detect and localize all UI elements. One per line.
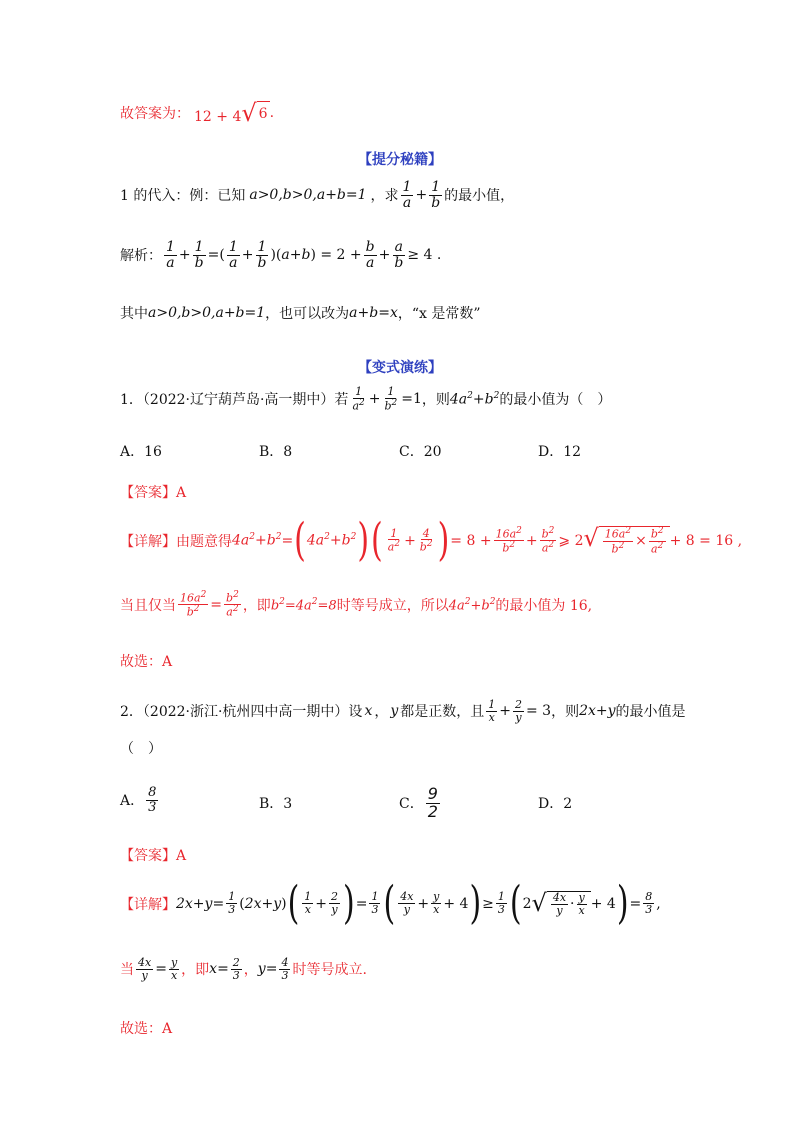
q2-paren: （ ） (120, 741, 162, 757)
tip-solution: 解析： $\frac{1}{a}$ + $\frac{1}{b}$ =( $\frac{1}{a}$ + $\frac{1}{b}$ )( a + b ) = 2 + $\frac{b}{a}$ + $\frac{a}{b}$ ≥ 4 . (120, 239, 442, 271)
answer-label: 故答案为： (120, 106, 190, 122)
q2-option-d[interactable]: D．2 (538, 796, 573, 812)
q1-choice: 故选：A (120, 654, 173, 670)
q1-option-a[interactable]: A．16 (120, 444, 162, 460)
q1-answer: 【答案】A (120, 485, 187, 501)
q1-option-d[interactable]: D．12 (538, 444, 582, 460)
q2-choice: 故选：A (120, 1021, 173, 1037)
q2-detail: 【详解】 2x+y = $\frac{1}{3}$ ( 2x+y ) ( $\frac{1}{x}$ + $\frac{2}{y}$ ) = $\frac{1}{3}$ ( $\frac{4x}{y}$ + $\frac{y}{x}$ + 4 ) ≥ $\frac{1}{3}$ ( 2 √ $\frac{4x}{y}$ · $\frac{y}{x}$ + 4 ) = $\frac{8}{3}$ , (120, 877, 661, 930)
q2-option-b[interactable]: B．3 (259, 796, 293, 812)
q2-answer: 【答案】A (120, 848, 187, 864)
q2-option-a[interactable]: A． $\frac{8}{3}$ (120, 785, 157, 815)
tip-note: 其中 a>0,b>0,a+b=1 ，也可以改为 a+b=x ，“x 是常数” (120, 305, 481, 322)
answer-expr: 12 + 4 √ 6 (194, 99, 268, 127)
q1-equality: 当且仅当 $\frac{16a^2}{b^2}$ = $\frac{b^2}{a^2}$ ，即 $b^2=4a^2=8$ 时等号成立，所以 $4a^2+b^2$ 的最小值为 16, (120, 590, 593, 619)
q1-stem: 1．（2022·辽宁葫芦岛·高一期中）若 $\frac{1}{a^2}$ + $\frac{1}{b^2}$ =1 ，则 $4a^2+b^2$ 的最小值为（ ） (120, 385, 612, 413)
answer-line: 故答案为： 12 + 4 √ 6 . (120, 99, 275, 127)
q1-option-b[interactable]: B．8 (259, 444, 293, 460)
section-title-tips: 【提分秘籍】 (358, 152, 442, 168)
q1-detail: 【详解】 由题意得 $4a^2+b^2$ = ( $4a^2+b^2$ ) ( $\frac{1}{a^2}$ + $\frac{4}{b^2}$ ) = 8 + $\frac{16a^2}{b^2}$ + $\frac{b^2}{a^2}$ ⩾ 2 √ $\frac{16a^2}{b^2}$ × $\frac{b^2}{a^2}$ + 8 = 16 , (120, 514, 743, 567)
tip-condition: a>0,b>0,a+b=1 (249, 187, 367, 204)
q1-option-c[interactable]: C．20 (399, 444, 442, 460)
q2-equality: 当 $\frac{4x}{y}$ = $\frac{y}{x}$ ，即 x = $\frac{2}{3}$ ， y = $\frac{4}{3}$ 时等号成立. (120, 956, 367, 982)
tip-intro: 1 的代入：例：已知 a>0,b>0,a+b=1 ，求 $\frac{1}{a}$ + $\frac{1}{b}$ 的最小值， (120, 179, 515, 211)
q2-option-c[interactable]: C． $\frac{9}{2}$ (399, 784, 438, 821)
q2-stem: 2．（2022·浙江·杭州四中高一期中）设 x ， y 都是正数，且 $\frac{1}{x}$ + $\frac{2}{y}$ = 3 ，则 2x+y 的最小值是 (120, 698, 686, 724)
section-title-practice: 【变式演练】 (358, 360, 442, 376)
